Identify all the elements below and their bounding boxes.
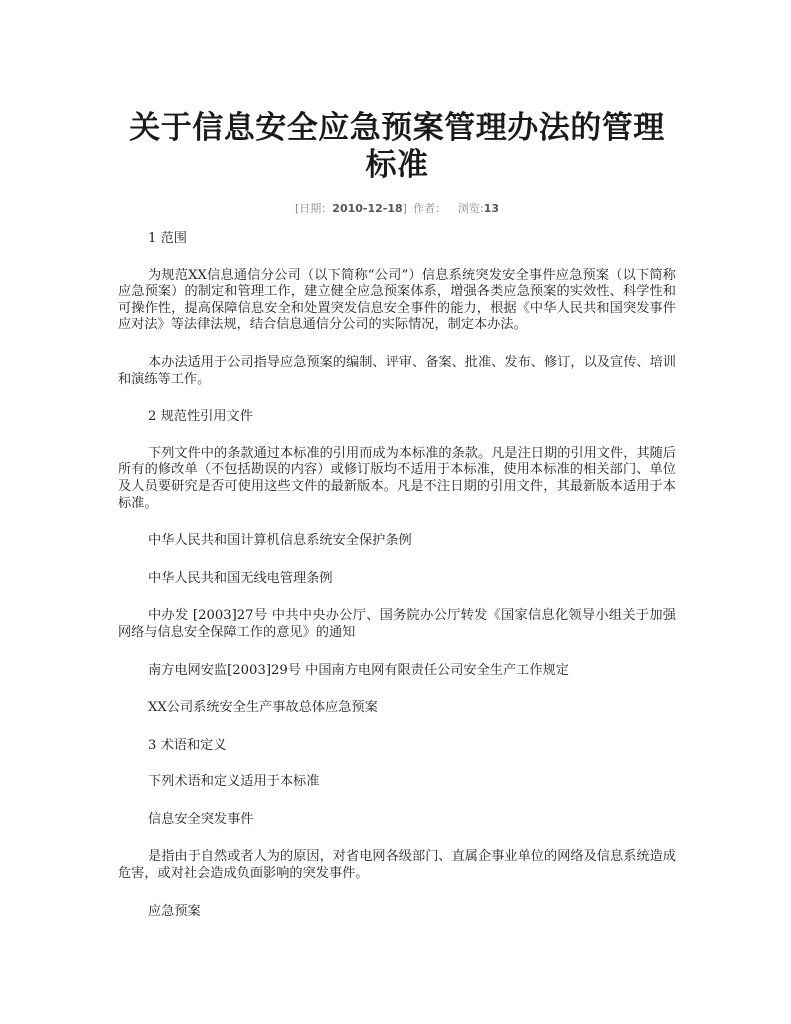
section-heading-scope: 1 范围 xyxy=(148,231,187,246)
paragraph: 下列术语和定义适用于本标准 xyxy=(148,774,320,790)
reference-item: 中办发 [2003]27号 中共中央办公厅、国务院办公厅转发《国家信息化领导小组关于加强网络与信息安全保障工作的意见》的通知 xyxy=(118,608,676,640)
section-heading-references: 2 规范性引用文件 xyxy=(148,409,253,425)
document-body xyxy=(118,231,676,920)
reference-item: 中华人民共和国无线电管理条例 xyxy=(148,570,333,586)
date-close: ] xyxy=(402,202,407,215)
author-label: 作者： xyxy=(412,202,446,215)
date-value: 2010-12-18 xyxy=(332,202,403,215)
document-page xyxy=(118,110,676,941)
section-heading-terms: 3 术语和定义 xyxy=(148,737,227,753)
date-label: [日期： xyxy=(295,202,333,215)
views-value: 13 xyxy=(483,202,499,215)
paragraph: 下列文件中的条款通过本标准的引用而成为本标准的条款。凡是注日期的引用文件，其随后所有的修改单（不包括勘误的内容）或修订版均不适用于本标准，使用本标准的相关部门、单位及人员要研究是否可使用这些文件的最新版本。凡是不注日期的引用文件，其最新版本适用于本标准。 xyxy=(118,445,676,511)
document-title: 关于信息安全应急预案管理办法的管理标准 xyxy=(129,110,665,183)
views-label: 浏览: xyxy=(457,202,484,215)
term-definition: 是指由于自然或者人为的原因，对省电网各级部门、直属企事业单位的网络及信息系统造成危害，或对社会造成负面影响的突发事件。 xyxy=(118,849,676,882)
reference-item: XX公司系统安全生产事故总体应急预案 xyxy=(148,700,378,716)
reference-item: 中华人民共和国计算机信息系统安全保护条例 xyxy=(148,533,412,549)
paragraph: 本办法适用于公司指导应急预案的编制、评审、备案、批准、发布、修订，以及宣传、培训和演练等工作。 xyxy=(118,354,676,387)
document-meta xyxy=(118,201,676,217)
reference-item: 南方电网安监[2003]29号 中国南方电网有限责任公司安全生产工作规定 xyxy=(148,662,569,678)
term-name: 应急预案 xyxy=(148,903,201,919)
paragraph: 为规范XX信息通信分公司（以下简称“公司”）信息系统突发安全事件应急预案（以下简称应急预案）的制定和管理工作，建立健全应急预案体系，增强各类应急预案的实效性、科学性和可操作性，提高保障信息安全和处置突发信息安全事件的能力，根据《中华人民共和国突发事件应对法》等法律法规，结合信息通信分公司的实际情况，制定本办法。 xyxy=(118,267,676,333)
term-name: 信息安全突发事件 xyxy=(148,811,254,827)
